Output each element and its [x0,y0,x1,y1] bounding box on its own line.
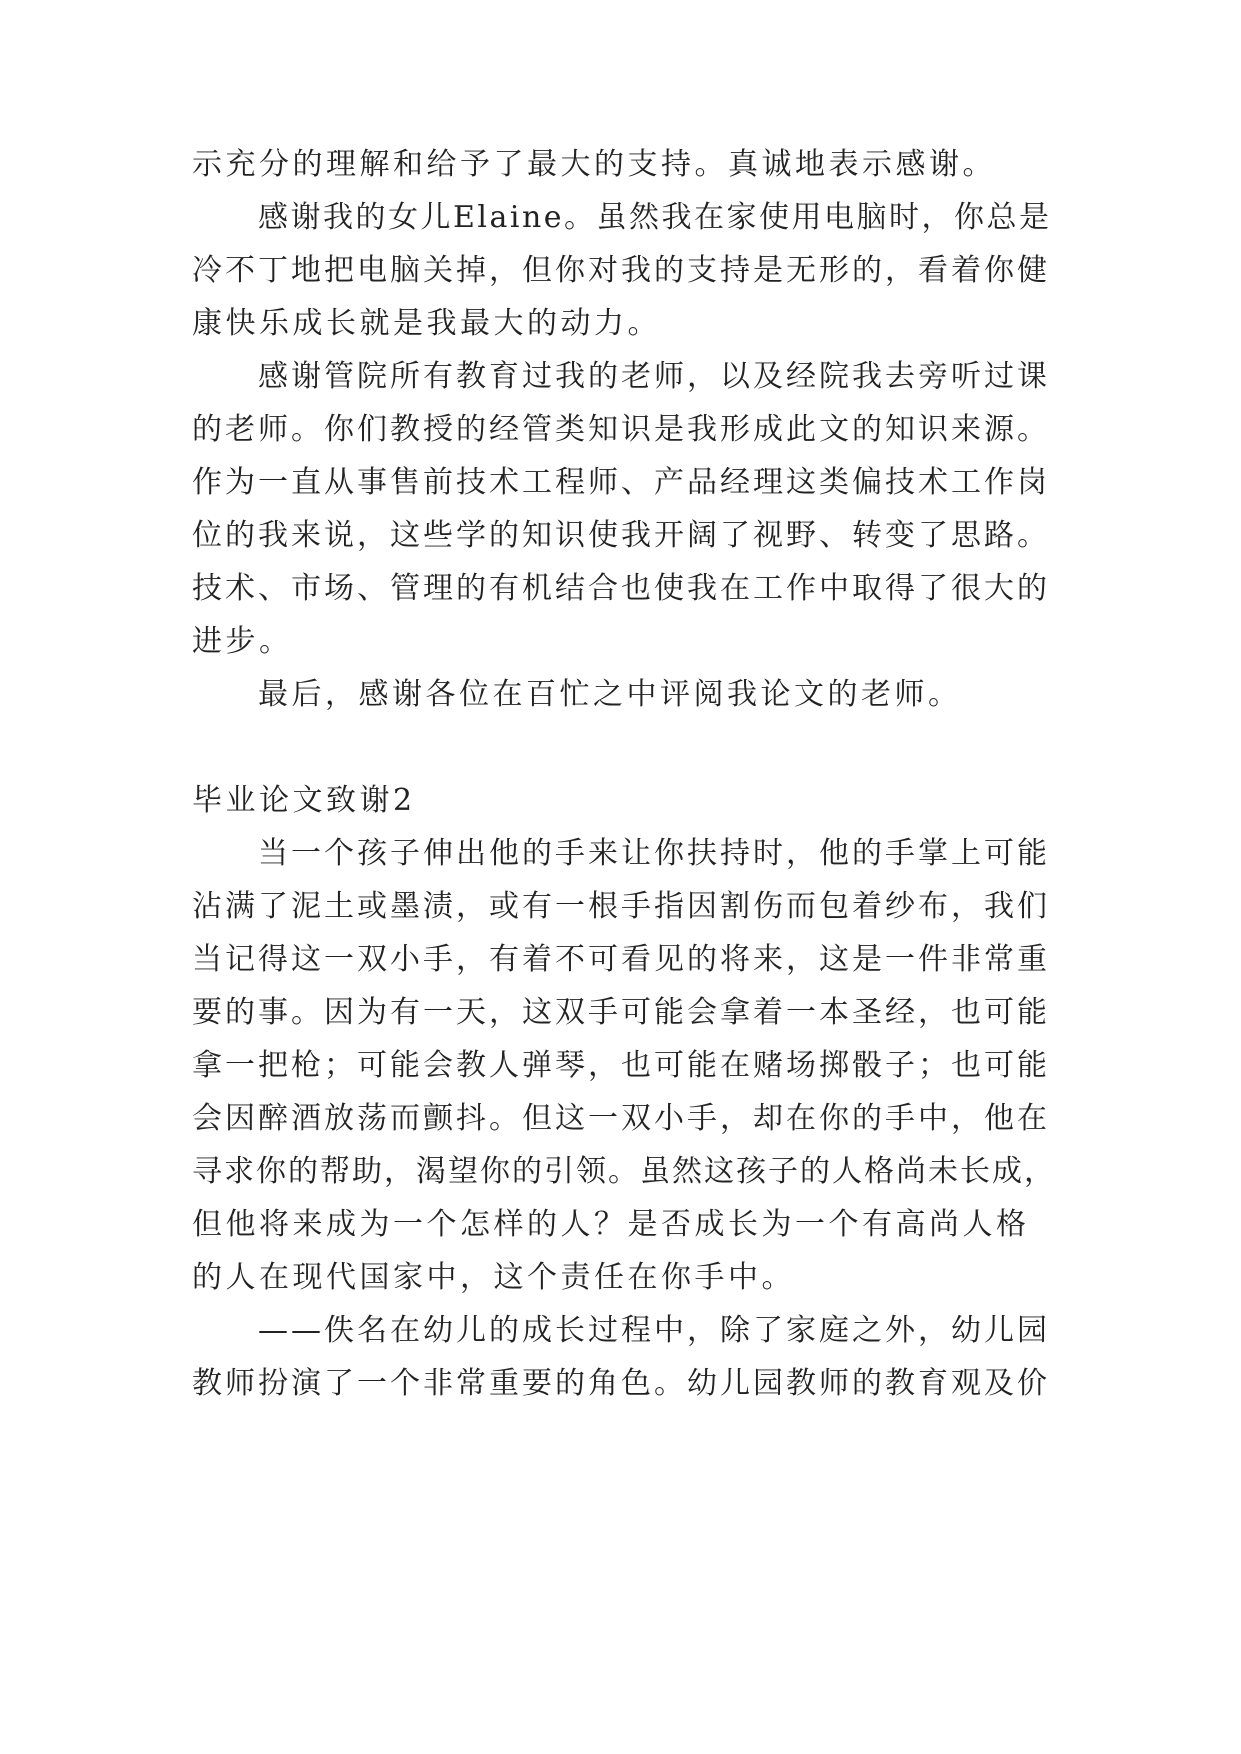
text-line: 冷不丁地把电脑关掉，但你对我的支持是无形的，看着你健 [192,253,1050,288]
text-line: 当记得这一双小手，有着不可看见的将来，这是一件非常重 [192,942,1050,977]
text-line: 会因醉酒放荡而颤抖。但这一双小手，却在你的手中，他在 [192,1101,1050,1136]
text-line: 的老师。你们教授的经管类知识是我形成此文的知识来源。 [192,412,1050,447]
section-heading: 毕业论文致谢2 [192,783,416,818]
paragraph-start-line: 当一个孩子伸出他的手来让你扶持时，他的手掌上可能 [258,836,1050,871]
paragraph-start-line: 最后，感谢各位在百忙之中评阅我论文的老师。 [258,677,962,712]
text-line: 的人在现代国家中，这个责任在你手中。 [192,1260,795,1295]
text-line: 寻求你的帮助，渴望你的引领。虽然这孩子的人格尚未长成， [192,1154,1056,1189]
text-line: 拿一把枪；可能会教人弹琴，也可能在赌场掷骰子；也可能 [192,1048,1050,1083]
paragraph-start-line: 感谢我的女儿Elaine。虽然我在家使用电脑时，你总是 [258,200,1052,235]
text-line: 进步。 [192,624,293,659]
text-line: 要的事。因为有一天，这双手可能会拿着一本圣经，也可能 [192,995,1050,1030]
text-line: 示充分的理解和给予了最大的支持。真诚地表示感谢。 [192,147,996,182]
text-line: 但他将来成为一个怎样的人？是否成长为一个有高尚人格 [192,1207,1030,1242]
text-line: 技术、市场、管理的有机结合也使我在工作中取得了很大的 [192,571,1050,606]
text-line: 沾满了泥土或墨渍，或有一根手指因割伤而包着纱布，我们 [192,889,1050,924]
text-line: 康快乐成长就是我最大的动力。 [192,306,661,341]
paragraph-start-line: 感谢管院所有教育过我的老师，以及经院我去旁听过课 [258,359,1050,394]
text-line: 教师扮演了一个非常重要的角色。幼儿园教师的教育观及价 [192,1366,1050,1401]
paragraph-start-line: ——佚名在幼儿的成长过程中，除了家庭之外，幼儿园 [258,1313,1050,1348]
text-line: 位的我来说，这些学的知识使我开阔了视野、转变了思路。 [192,518,1050,553]
text-line: 作为一直从事售前技术工程师、产品经理这类偏技术工作岗 [192,465,1050,500]
